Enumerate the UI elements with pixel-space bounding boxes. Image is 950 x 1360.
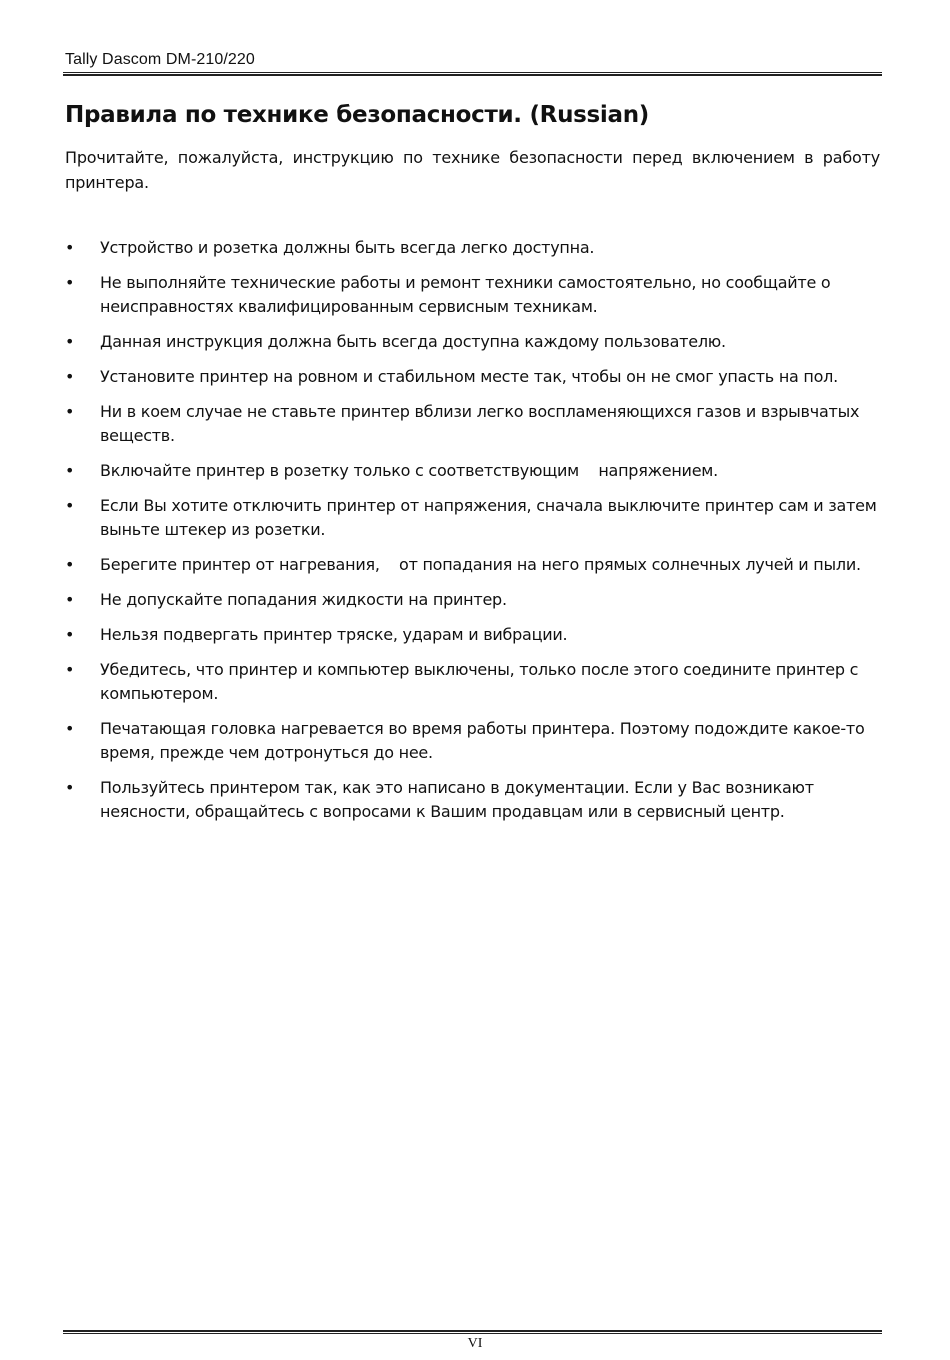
page-number: VI [467,1336,483,1351]
list-item [65,553,880,577]
page-title: Правила по технике безопасности. (Russian) [65,102,650,128]
header-rule-thick [63,74,882,76]
bullet-icon: • [65,332,75,351]
bullet-icon: • [65,273,75,292]
bullet-icon: • [65,238,75,257]
footer-rule-thick [63,1330,882,1332]
rule-text: Данная инструкция должна быть всегда доступна каждому пользователю. [100,332,726,351]
list-item [65,623,880,647]
bullet-icon: • [65,461,75,480]
list-item [65,365,880,389]
list-item [65,776,880,824]
rule-text: Нельзя подвергать принтер тряске, ударам и вибрации. [100,625,568,644]
intro-paragraph: Прочитайте, пожалуйста, инструкцию по технике безопасности перед включением в работу принтера. [65,148,880,192]
list-item [65,717,880,765]
list-item [65,494,880,542]
bullet-icon: • [65,590,75,609]
list-item [65,658,880,706]
list-item [65,588,880,612]
safety-rules-list [65,236,880,835]
bullet-icon: • [65,660,75,679]
list-item [65,400,880,448]
rule-text: Пользуйтесь принтером так, как это написано в документации. Если у Вас возникают неясности, обращайтесь с вопросами к Вашим продавцам или в сервисный центр. [100,778,819,821]
rule-text: Не допускайте попадания жидкости на принтер. [100,590,507,609]
bullet-icon: • [65,496,75,515]
rule-text: Ни в коем случае не ставьте принтер вблизи легко воспламеняющихся газов и взрывчатых веществ. [100,402,865,445]
bullet-icon: • [65,719,75,738]
list-item [65,459,880,483]
bullet-icon: • [65,625,75,644]
rule-text: Включайте принтер в розетку только с соответствующим напряжением. [100,461,718,480]
rule-text: Не выполняйте технические работы и ремонт техники самостоятельно, но сообщайте о неисправностях квалифицированным сервисным техникам. [100,273,836,316]
bullet-icon: • [65,555,75,574]
rule-text: Убедитесь, что принтер и компьютер выключены, только после этого соедините принтер с компьютером. [100,660,863,703]
bullet-icon: • [65,367,75,386]
rule-text: Берегите принтер от нагревания, от попадания на него прямых солнечных лучей и пыли. [100,555,861,574]
rule-text: Если Вы хотите отключить принтер от напряжения, сначала выключите принтер сам и затем выньте штекер из розетки. [100,496,882,539]
header-rule [63,72,882,73]
rule-text: Установите принтер на ровном и стабильном месте так, чтобы он не смог упасть на пол. [100,367,838,386]
list-item [65,236,880,260]
list-item [65,271,880,319]
list-item [65,330,880,354]
footer-rule [63,1333,882,1334]
running-header: Tally Dascom DM-210/220 [65,51,255,68]
bullet-icon: • [65,402,75,421]
bullet-icon: • [65,778,75,797]
rule-text: Печатающая головка нагревается во время работы принтера. Поэтому подождите какое-то время, прежде чем дотронуться до нее. [100,719,870,762]
rule-text: Устройство и розетка должны быть всегда легко доступна. [100,238,595,257]
